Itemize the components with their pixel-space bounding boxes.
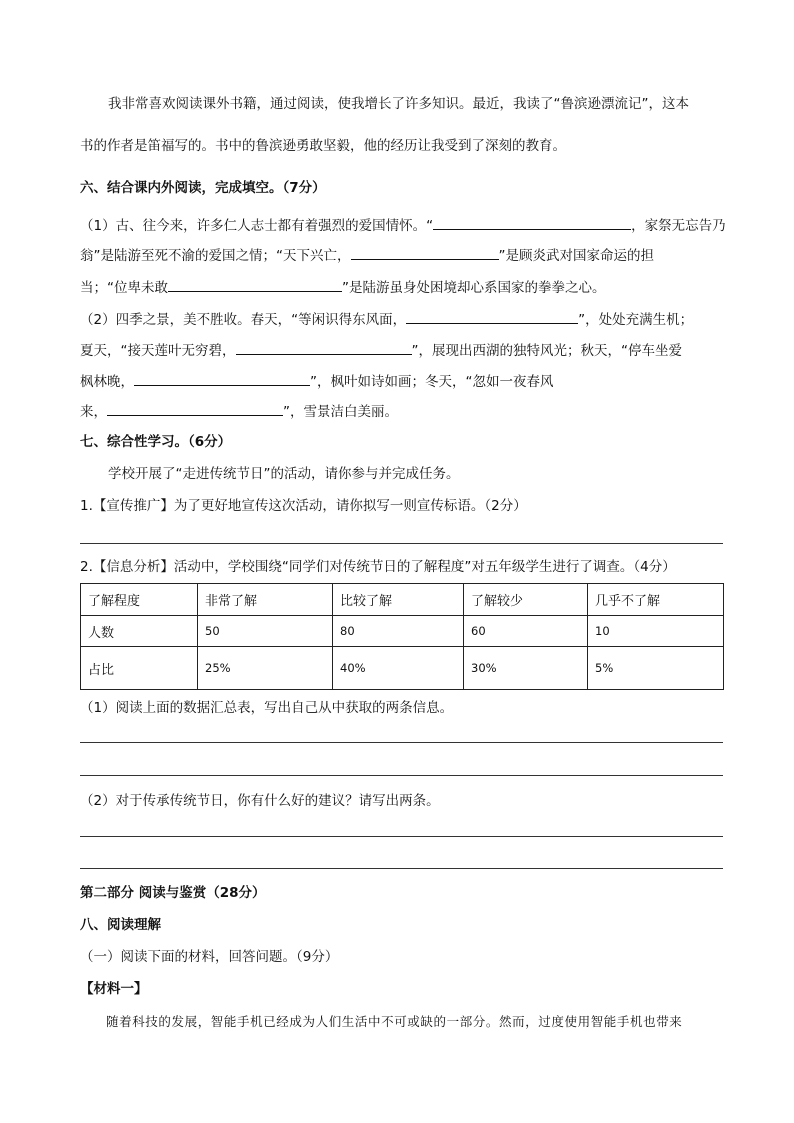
table-cell: 40% xyxy=(333,647,464,690)
part-2-heading: 第二部分 阅读与鉴赏（28分） xyxy=(80,885,266,901)
section-7-intro: 学校开展了“走进传统节日”的活动，请你参与并完成任务。 xyxy=(108,466,460,482)
sub-question-1: （1）阅读上面的数据汇总表，写出自己从中获取的两条信息。 xyxy=(80,700,454,716)
q2-line-3 xyxy=(80,371,554,391)
task-1-prompt: 1.【宣传推广】为了更好地宣传这次活动，请你拟写一则宣传标语。（2分） xyxy=(80,498,527,514)
q1-line-3 xyxy=(80,277,606,297)
q2-line-2-text-b: ”，展现出西湖的独特风光；秋天，“停车坐爱 xyxy=(411,343,682,359)
table-header-cell: 几乎不了解 xyxy=(588,584,724,616)
reading-sub-1: （一）阅读下面的材料，回答问题。（9分） xyxy=(80,949,339,965)
table-header-cell: 比较了解 xyxy=(333,584,464,616)
q2-line-2-text-a: 夏天，“接天莲叶无穷碧， xyxy=(80,343,236,359)
q2-line-3-text-b: ”，枫叶如诗如画；冬天，“忽如一夜春风 xyxy=(310,374,554,390)
section-8-heading: 八、阅读理解 xyxy=(80,917,161,933)
fill-blank[interactable] xyxy=(433,215,631,230)
section-7-heading: 七、综合性学习。（6分） xyxy=(80,434,232,450)
q2-line-3-text-a: 枫林晚， xyxy=(80,374,134,390)
q1-line-3-text-a: 当；“位卑未敢 xyxy=(80,280,168,296)
fill-blank[interactable] xyxy=(236,340,412,355)
q2-line-1-text-b: ”，处处充满生机； xyxy=(578,312,694,328)
q2-line-1-text-a: （2）四季之景，美不胜收。春天，“等闲识得东风面， xyxy=(80,312,407,328)
survey-table xyxy=(80,583,724,690)
table-cell: 60 xyxy=(464,616,588,647)
q1-line-2-text-b: ”是顾炎武对国家命运的担 xyxy=(498,248,654,264)
q1-line-2 xyxy=(80,245,654,265)
task-2-prompt: 2.【信息分析】活动中，学校围绕“同学们对传统节日的了解程度”对五年级学生进行了调查。（4分） xyxy=(80,559,676,575)
table-cell: 人数 xyxy=(81,616,198,647)
intro-line-1: 我非常喜欢阅读课外书籍，通过阅读，使我增长了许多知识。最近，我读了“鲁滨逊漂流记”，这本 xyxy=(108,96,689,112)
table-header-cell: 了解程度 xyxy=(81,584,198,616)
fill-blank[interactable] xyxy=(168,277,342,292)
table-cell: 80 xyxy=(333,616,464,647)
table-cell: 50 xyxy=(198,616,333,647)
table-row xyxy=(81,647,724,690)
intro-line-2: 书的作者是笛福写的。书中的鲁滨逊勇敢坚毅，他的经历让我受到了深刻的教育。 xyxy=(80,138,566,154)
answer-line[interactable] xyxy=(80,775,723,776)
answer-line[interactable] xyxy=(80,836,723,837)
q2-line-2 xyxy=(80,340,682,360)
fill-blank[interactable] xyxy=(406,309,578,324)
q1-line-1-text-b: ，家祭无忘告乃 xyxy=(631,218,726,234)
q1-line-1 xyxy=(80,215,726,235)
table-cell: 5% xyxy=(588,647,724,690)
q1-line-1-text-a: （1）古、往今来，许多仁人志士都有着强烈的爱国情怀。“ xyxy=(80,218,434,234)
material-1-label: 【材料一】 xyxy=(80,981,148,997)
fill-blank[interactable] xyxy=(107,401,283,416)
q2-line-4-text-a: 来， xyxy=(80,404,107,420)
answer-line[interactable] xyxy=(80,742,723,743)
fill-blank[interactable] xyxy=(351,245,499,260)
q1-line-2-text-a: 翁”是陆游至死不渝的爱国之情；“天下兴亡， xyxy=(80,248,351,264)
q2-line-4-text-b: ”，雪景洁白美丽。 xyxy=(283,404,398,420)
table-header-row xyxy=(81,584,724,616)
fill-blank[interactable] xyxy=(134,371,310,386)
table-cell: 占比 xyxy=(81,647,198,690)
sub-question-2: （2）对于传承传统节日，你有什么好的建议？请写出两条。 xyxy=(80,793,440,809)
table-header-cell: 非常了解 xyxy=(198,584,333,616)
q2-line-4 xyxy=(80,401,398,421)
section-6-heading: 六、结合课内外阅读，完成填空。（7分） xyxy=(80,180,326,196)
material-1-text: 随着科技的发展，智能手机已经成为人们生活中不可或缺的一部分。然而，过度使用智能手机也带来 xyxy=(106,1014,683,1029)
answer-line[interactable] xyxy=(80,543,723,544)
table-cell: 30% xyxy=(464,647,588,690)
q1-line-3-text-b: ”是陆游虽身处困境却心系国家的拳拳之心。 xyxy=(342,280,606,296)
q2-line-1 xyxy=(80,309,693,329)
table-cell: 10 xyxy=(588,616,724,647)
table-cell: 25% xyxy=(198,647,333,690)
answer-line[interactable] xyxy=(80,868,723,869)
table-header-cell: 了解较少 xyxy=(464,584,588,616)
table-row xyxy=(81,616,724,647)
